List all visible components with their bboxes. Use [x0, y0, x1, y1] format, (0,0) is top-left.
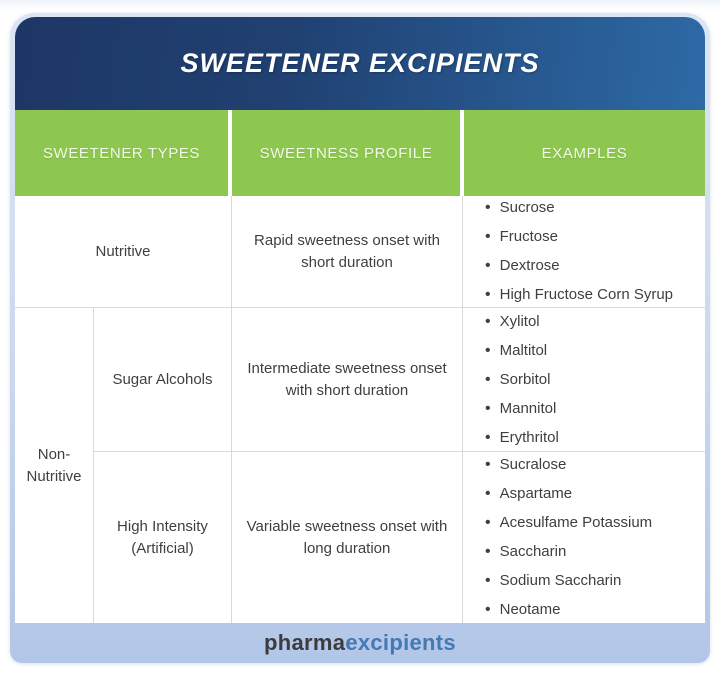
cell-examples-nutritive [462, 196, 705, 307]
list-item: • Sorbitol [485, 365, 559, 394]
cell-profile-sugar-alcohols: Intermediate sweetness onset with short duration [231, 307, 462, 451]
sweetener-table [15, 196, 705, 623]
list-item: • Sucralose [485, 451, 652, 480]
cell-profile-nutritive: Rapid sweetness onset with short duration [231, 196, 462, 307]
list-item: • Fructose [485, 223, 673, 252]
list-item: • High Fructose Corn Syrup [485, 281, 673, 310]
title-banner [15, 17, 705, 110]
examples-list-nutritive [485, 194, 673, 310]
list-item: • Dextrose [485, 252, 673, 281]
cell-type-sugar-alcohols: Sugar Alcohols [93, 307, 231, 451]
list-item: • Mannitol [485, 394, 559, 423]
infographic-card [10, 13, 710, 663]
column-header-examples: EXAMPLES [464, 110, 705, 196]
page-title: SWEETENER EXCIPIENTS [180, 48, 540, 78]
card-inner [15, 17, 705, 663]
column-header-sweetness-profile: SWEETNESS PROFILE [232, 110, 460, 196]
list-item: • Aspartame [485, 480, 652, 509]
list-item: • Sodium Saccharin [485, 567, 652, 596]
cell-examples-sugar-alcohols [462, 307, 705, 451]
cell-type-high-intensity: High Intensity (Artificial) [93, 451, 231, 623]
brand-logo [264, 630, 456, 656]
list-item: • Acesulfame Potassium [485, 509, 652, 538]
list-item: • Sucrose [485, 194, 673, 223]
list-item: • Saccharin [485, 538, 652, 567]
cell-group-non-nutritive: Non-Nutritive [15, 307, 93, 623]
brand-pharma: pharma [264, 630, 346, 655]
brand-excipients: excipients [345, 630, 456, 655]
cell-examples-high-intensity [462, 451, 705, 623]
cell-profile-high-intensity: Variable sweetness onset with long duration [231, 451, 462, 623]
footer-band [15, 623, 705, 663]
column-header-sweetener-types: SWEETENER TYPES [15, 110, 228, 196]
list-item: • Neotame [485, 596, 652, 625]
list-item: • Erythritol [485, 423, 559, 452]
table-header-row [15, 110, 705, 196]
list-item: • Maltitol [485, 336, 559, 365]
list-item: • Xylitol [485, 307, 559, 336]
cell-type-nutritive: Nutritive [95, 242, 151, 260]
examples-list-high-intensity [485, 451, 652, 625]
examples-list-sugar-alcohols [485, 307, 559, 452]
